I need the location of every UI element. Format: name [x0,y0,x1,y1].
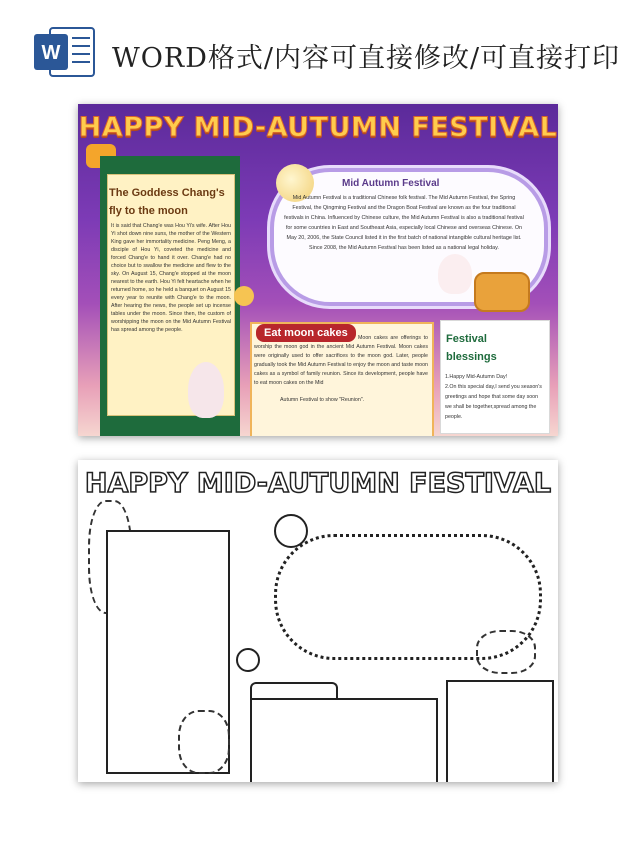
svg-text:W: W [41,42,61,64]
word-doc-icon [32,24,98,80]
header-title: WORD格式/内容可直接修改/可直接打印 [112,43,621,74]
blessing-line-1: 1.Happy Mid-Autumn Day! [445,374,508,380]
outline-rabbit-icon [178,710,230,774]
goddess-body: It is said that Chang'e was Hou Yi's wife. After Hou Yi shot down nine suns, the mother of the Western King gave her immortality medicine. Peng Meng, a disciple of Hou Yi, coveted the medicine and forced Chang'e to hand it over. Chang'e had no choice but to swallow the medicine and flew to the sky. On August 15, Chang'e stopped at the moon nearest to the earth. Hou Yi felt heartache when he returned home, so he held a banquet on August 15 every year to reunite with Chang'e to the moon. After hearing the news, the people set up incense tables under the moon. Since then, the custom of worshipping the moon on the Mid Autumn Festival has spread among the people. [111,223,231,333]
festival-heading: Mid Autumn Festival [342,178,440,189]
outline-poster-title: HAPPY MID-AUTUMN FESTIVAL [84,468,552,499]
mooncakes-heading: Eat moon cakes [256,324,356,342]
mooncakes-body-end: Autumn Festival to show "Reunion". [280,397,365,403]
blessings-body [445,372,545,422]
outline-coin-icon [236,648,260,672]
poster-color [78,104,558,436]
poster-title: HAPPY MID-AUTUMN FESTIVAL [78,112,558,143]
goddess-heading: The Goddess Chang's fly to the moon [109,187,225,217]
coin-icon [234,286,254,306]
poster-outline [78,460,558,782]
rabbit-icon [438,254,472,294]
outline-right-panel [446,680,554,782]
mooncake-icon [474,272,530,312]
blessings-heading: Festival blessings [446,333,497,363]
festival-body: Mid Autumn Festival is a traditional Chinese folk festival. The Mid Autumn Festival, the Spring Festival, the Qingming Festival and the Dragon Boat Festival are known as the four traditional festivals in China. Influenced by Chinese culture, the Mid Autumn Festival is also a traditional festival for some countries in East and Southeast Asia, especially local Chinese and overseas Chinese. On May 20, 2006, the State Council listed it in the first batch of national intangible cultural heritage list. Since 2008, the Mid Autumn Festival has been listed as a national legal holiday. [284,195,524,251]
outline-mooncake-icon [476,630,536,674]
header [0,0,640,92]
blessing-line-2: 2.On this special day,I send you season's greetings and hope that some day soon we shall be together,spread among the people. [445,384,542,420]
rabbit-icon [188,362,224,418]
outline-bottom-panel [250,698,438,782]
mooncakes-body: Moon cakes are offerings to worship the moon god in the ancient Mid Autumn Festival. Moon cakes were originally used to offer sacrifices to the moon god. Later, people gradually took the Mid Autumn Festival to enjoy the moon and taste moon cakes as a symbol of family reunion. Since its development, people have to eat moon cakes on the Mid [254,335,428,386]
